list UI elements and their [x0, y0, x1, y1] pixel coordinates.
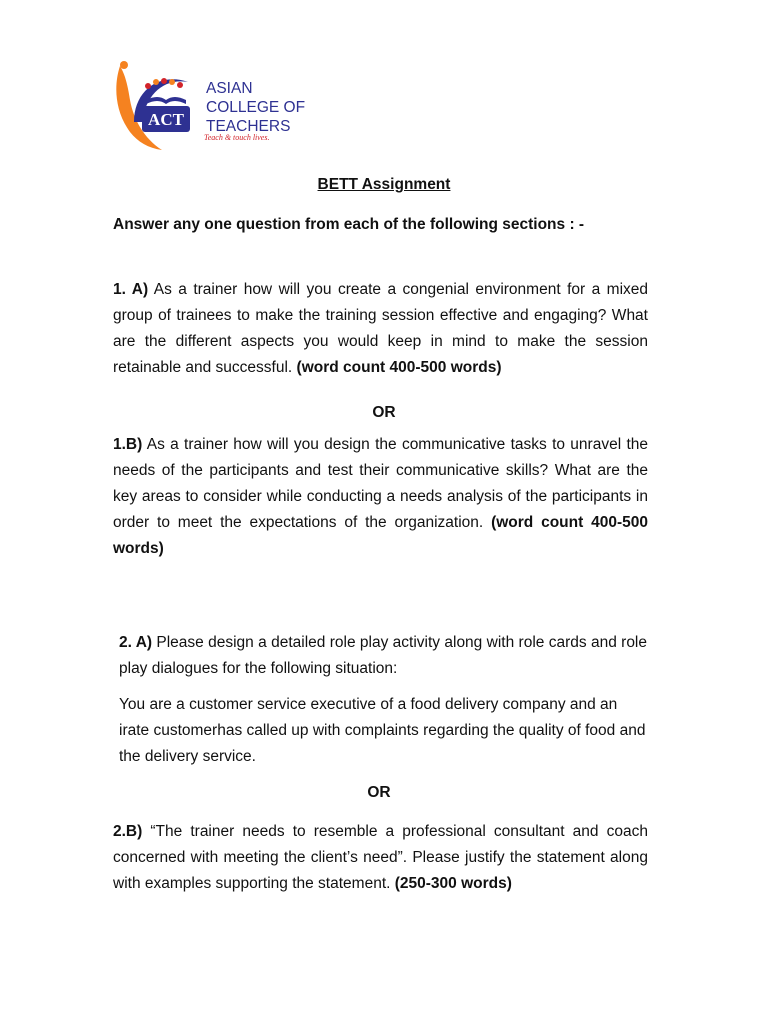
question-text: “The trainer needs to resemble a professional consultant and coach concerned with meeting the client’s need”. Please justify the statement along with examples supporting the statement. — [113, 823, 648, 892]
question-text: Please design a detailed role play activity along with role cards and role play dialogues for the following situation: — [119, 634, 648, 677]
question-number: 1. A) — [113, 281, 149, 298]
question-2b — [113, 819, 648, 897]
question-number: 1.B) — [113, 436, 143, 453]
page-title: BETT Assignment — [317, 176, 451, 193]
question-2a-situation: You are a customer service executive of a food delivery company and an irate customerhas called up with complaints regarding the quality of food and the delivery service. — [119, 696, 646, 765]
logo-line-1: ASIAN — [206, 80, 253, 97]
word-count: (250-300 words) — [394, 875, 512, 892]
logo-line-3: TEACHERS — [206, 118, 291, 135]
question-1a — [113, 277, 648, 381]
question-text: As a trainer how will you design the communicative tasks to unravel the needs of the participants and test their communicative skills? What are the key areas to consider while conducting a needs analysis of the participants in order to meet the expectations of the organization. — [113, 436, 648, 531]
or-separator: OR — [367, 784, 391, 801]
logo-line-2: COLLEGE OF — [206, 99, 306, 116]
word-count: (word count 400-500 words) — [113, 514, 648, 557]
question-text: As a trainer how will you create a congenial environment for a mixed group of trainees to make the training session effective and engaging? What are the different aspects you would keep in mind to make the session retainable and successful. — [113, 281, 648, 376]
instructions: Answer any one question from each of the following sections : - — [113, 216, 585, 233]
logo-wordmark — [206, 79, 305, 136]
logo-tagline: Teach & touch lives. — [204, 133, 270, 142]
or-separator: OR — [372, 404, 396, 421]
logo-initials: ACT — [148, 110, 184, 129]
question-1b — [113, 432, 648, 562]
question-2a — [119, 630, 647, 682]
question-number: 2. A) — [119, 634, 153, 651]
word-count: (word count 400-500 words) — [296, 359, 502, 376]
logo-emblem-icon — [112, 60, 204, 152]
question-number: 2.B) — [113, 823, 143, 840]
college-logo — [112, 60, 312, 152]
